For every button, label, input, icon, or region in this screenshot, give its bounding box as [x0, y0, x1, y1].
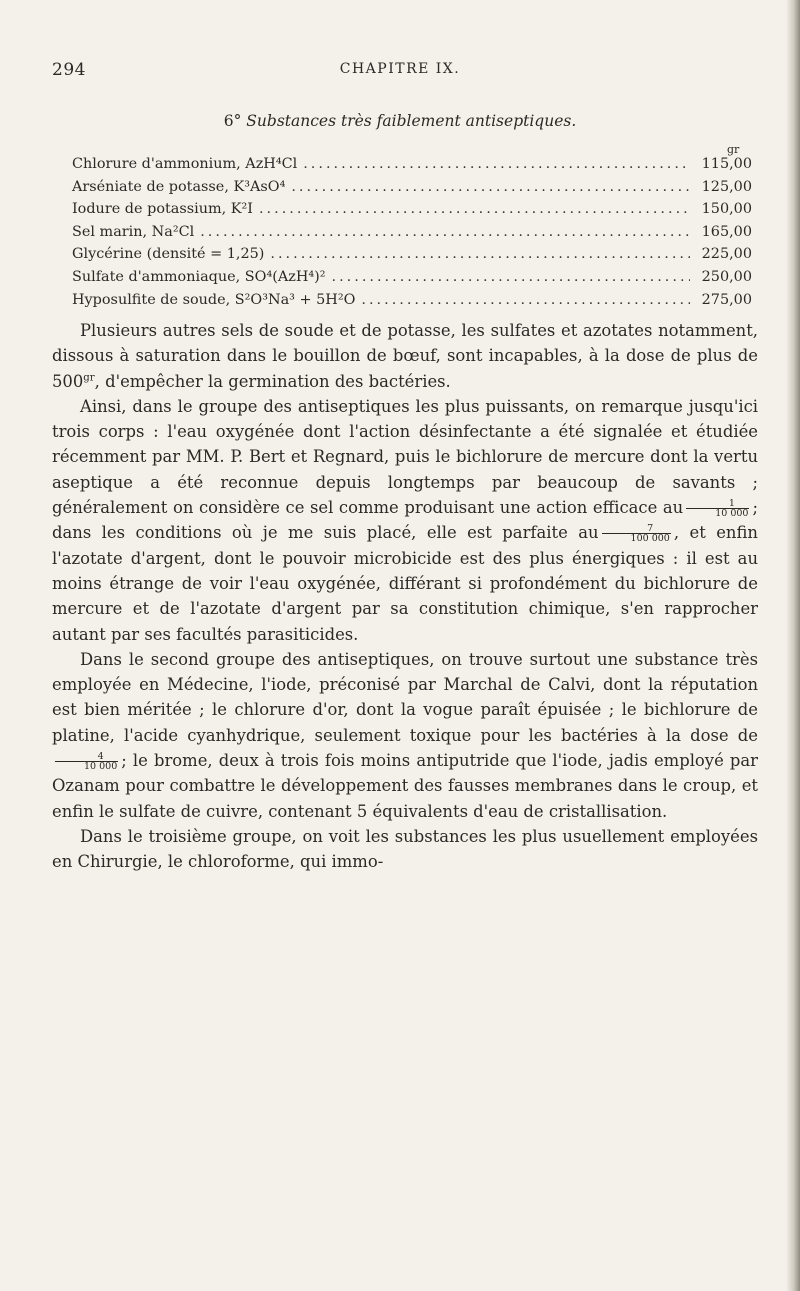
fraction	[55, 752, 118, 771]
substance-name: Iodure de potassium, K²I	[72, 201, 253, 218]
p3-text-a: Dans le second groupe des antiseptiques, on trouve surtout une substance très employée en Médecine, l'iode, préconisé par Marchal de Calvi, dont la réputation est bien méritée ; le chlorure d'or, dont la vogue paraît épuisée ; le bichlorure de platine, l'acide cyanhydrique, seulement toxique pour les bactéries à la dose de	[52, 649, 758, 745]
fraction-numerator: 7	[602, 524, 671, 534]
substance-value: 165,00	[701, 223, 752, 240]
fraction	[602, 524, 671, 543]
substance-value: 250,00	[701, 268, 752, 285]
substance-table	[72, 156, 752, 314]
table-row	[72, 179, 752, 202]
substance-value: 275,00	[701, 291, 752, 308]
table-row	[72, 224, 752, 247]
fraction	[686, 499, 749, 518]
substance-name: Hyposulfite de soude, S²O³Na³ + 5H²O	[72, 291, 356, 308]
leader-dots	[200, 224, 690, 240]
substance-value: 225,00	[701, 246, 752, 263]
section-title	[0, 112, 800, 130]
table-row	[72, 156, 752, 179]
leader-dots	[361, 292, 690, 308]
fraction-denominator: 10 000	[84, 761, 118, 773]
page-number: 294	[52, 60, 86, 80]
fraction-denominator: 100 000	[630, 533, 670, 545]
leader-dots	[303, 156, 690, 172]
body-text	[52, 318, 758, 875]
leader-dots	[332, 269, 690, 285]
unit-label: gr	[727, 143, 740, 156]
substance-value: 115,00	[701, 156, 752, 172]
p2-text-c: , et enfin l'azotate d'argent, dont le pouvoir microbicide est des plus énergiques : il est au moins étrange de voir l'eau oxygénée, différant si profondément du bichlorure de mercure et de l'azotate d'argent par sa constitution chimique, s'en rapprocher autant par ses facultés parasiticides.	[52, 523, 758, 644]
p1-text: Plusieurs autres sels de soude et de potasse, les sulfates et azotates notamment, dissous à saturation dans le bouillon de bœuf, sont incapables, à la dose de plus de 500	[52, 321, 758, 391]
paragraph-1	[52, 318, 758, 394]
paragraph-3	[52, 647, 758, 824]
substance-name: Arséniate de potasse, K³AsO⁴	[72, 178, 286, 195]
p2-text-b: ; dans les conditions où je me suis placé, elle est parfaite au	[52, 498, 758, 543]
fraction-denominator: 10 000	[715, 508, 749, 520]
p3-text-b: ; le brome, deux à trois fois moins antiputride que l'iode, jadis employé par Ozanam pour combattre le développement des fausses membranes dans le croup, et enfin le sulfate de cuivre, contenant 5 équivalents d'eau de cristallisation.	[52, 751, 758, 821]
page-edge-shadow	[786, 0, 800, 1291]
leader-dots	[259, 201, 690, 217]
page-header	[0, 60, 800, 90]
fraction-numerator: 1	[686, 499, 749, 509]
table-row	[72, 269, 752, 292]
paragraph-4	[52, 824, 758, 875]
section-title-text: Substances très faiblement antiseptiques.	[246, 112, 577, 130]
substance-value: 150,00	[701, 201, 752, 218]
leader-dots	[291, 179, 690, 195]
section-number: 6°	[223, 112, 242, 130]
substance-value: 125,00	[701, 178, 752, 195]
p1-text-end: , d'empêcher la germination des bactéries.	[94, 371, 451, 391]
substance-name: Sulfate d'ammoniaque, SO⁴(AzH⁴)²	[72, 268, 326, 285]
paragraph-2	[52, 394, 758, 647]
substance-name: Sel marin, Na²Cl	[72, 223, 195, 240]
p2-text-a: Ainsi, dans le groupe des antiseptiques les plus puissants, on remarque jusqu'ici trois corps : l'eau oxygénée dont l'action désinfectante a été signalée et étudiée récemment par MM. P. Bert et Regnard, puis le bichlorure de mercure dont la vertu aseptique a été reconnue depuis longtemps par beaucoup de savants ; généralement on considère ce sel comme produisant une action efficace au	[52, 396, 758, 518]
p4-text: Dans le troisième groupe, on voit les substances les plus usuellement employées en Chirurgie, le chloroforme, qui immo-	[52, 826, 758, 872]
p1-unit-superscript: gr	[83, 372, 95, 384]
substance-name: Chlorure d'ammonium, AzH⁴Cl	[72, 156, 298, 172]
running-head: CHAPITRE IX.	[339, 61, 461, 77]
leader-dots	[270, 246, 690, 262]
fraction-numerator: 4	[55, 752, 118, 762]
table-row	[72, 292, 752, 315]
table-row	[72, 201, 752, 224]
substance-name: Glycérine (densité = 1,25)	[72, 246, 265, 263]
table-row	[72, 246, 752, 269]
